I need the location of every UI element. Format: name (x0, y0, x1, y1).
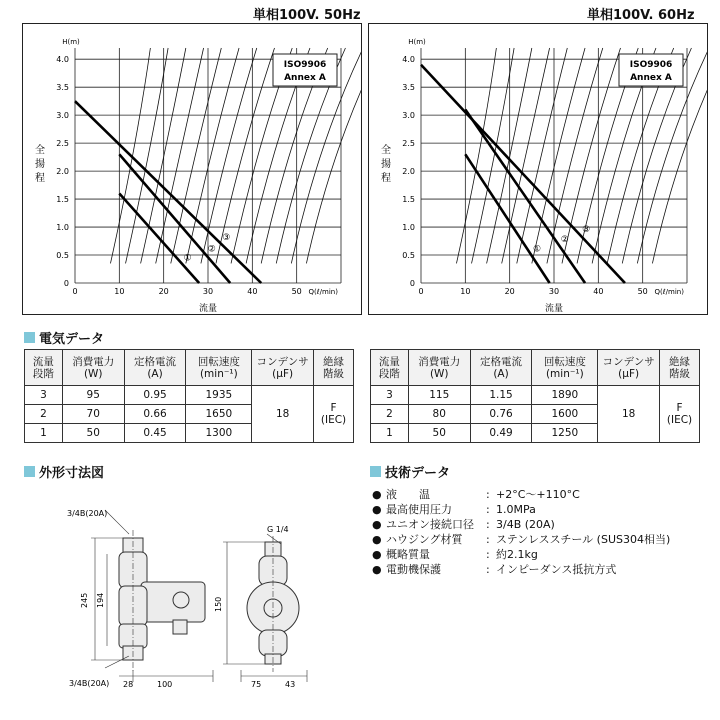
bullet-icon: ● (372, 563, 382, 576)
thread-label: G 1/4 (267, 525, 289, 534)
series-marker-label: ③ (582, 224, 591, 235)
table-cell: 1.15 (470, 386, 532, 405)
width-75-label: 75 (251, 680, 262, 689)
x-tick-label: 10 (460, 287, 471, 296)
spec-label: ユニオン接続口径 (386, 518, 474, 531)
table-cell: 1650 (186, 405, 252, 424)
series-marker-label: ① (183, 253, 192, 264)
iso-badge-line1: ISO9906 (283, 60, 327, 70)
table-cell: 95 (62, 386, 124, 405)
table-cell: 0.76 (470, 405, 532, 424)
table-cell: 3 (25, 386, 63, 405)
spec-value: ステンレススチール (SUS304相当) (496, 533, 671, 546)
series-marker-label: ② (207, 244, 216, 255)
spec-label: ハウジング材質 (386, 533, 463, 546)
series-line-2 (119, 154, 230, 283)
spec-value: インピーダンス抵抗方式 (496, 563, 617, 576)
height-inner-label: 194 (96, 592, 105, 608)
y-tick-label: 0 (63, 279, 69, 288)
series-line-3 (75, 101, 261, 283)
specs-list (372, 487, 670, 577)
y-tick-label: 1.0 (402, 223, 415, 233)
spec-row (372, 547, 670, 562)
y-tick-label: 2.5 (56, 139, 69, 149)
x-tick-label: 40 (593, 287, 604, 296)
x-tick-label: 20 (158, 287, 169, 296)
chart-50hz-title: 単相100V. 50Hz (253, 8, 361, 23)
y-tick-label: 3.0 (56, 111, 69, 121)
bullet-icon: ● (372, 533, 382, 546)
speed-curve (562, 48, 621, 263)
bullet-icon: ● (372, 488, 382, 501)
width-43-label: 43 (285, 680, 296, 689)
x-unit-label: Q(ℓ/min) (308, 288, 338, 296)
speed-curve (456, 48, 496, 263)
spec-value: 1.0MPa (496, 503, 536, 516)
header-cell: 消費電力 (W) (408, 350, 470, 386)
y-axis-title-char: 揚 (35, 159, 45, 170)
header-cell: コンデンサ (μF) (252, 350, 314, 386)
section-marker-icon (24, 332, 35, 343)
y-axis-title-char: 揚 (381, 159, 391, 170)
header-cell: 流量 段階 (371, 350, 409, 386)
table-cell: 3 (371, 386, 409, 405)
spec-label: 最高使用圧力 (386, 503, 452, 516)
electrical-table-60hz (370, 349, 700, 443)
y-tick-label: 2.0 (56, 167, 69, 177)
pump-front-view (119, 538, 205, 660)
header-cell: 消費電力 (W) (62, 350, 124, 386)
dimensions-title-text: 外形寸法図 (39, 466, 105, 481)
table-cell: 0.66 (124, 405, 186, 424)
electrical-table-50hz (24, 349, 354, 443)
header-cell: 絶縁 階級 (314, 350, 354, 386)
h-axis-label: H(m) (408, 38, 426, 46)
x-axis-title: 流量 (198, 304, 218, 314)
specs-section-title (370, 462, 450, 481)
y-tick-label: 0.5 (56, 251, 69, 261)
y-axis-title-char: 全 (381, 145, 391, 156)
height-150-label: 150 (214, 596, 223, 612)
iso-badge-line2: Annex A (630, 73, 672, 83)
table-cell: 115 (408, 386, 470, 405)
spec-row (372, 517, 670, 532)
table-cell: 2 (371, 405, 409, 424)
electrical-title-text: 電気データ (39, 332, 105, 347)
colon-separator: : (486, 548, 490, 561)
x-tick-label: 0 (72, 287, 78, 296)
table-cell: 1 (25, 424, 63, 443)
y-tick-label: 3.5 (402, 83, 415, 93)
x-tick-label: 20 (504, 287, 515, 296)
table-cell: 80 (408, 405, 470, 424)
colon-separator: : (486, 488, 490, 501)
colon-separator: : (486, 503, 490, 516)
chart-60hz (369, 24, 707, 314)
bullet-icon: ● (372, 503, 382, 516)
x-unit-label: Q(ℓ/min) (654, 288, 684, 296)
chart-50hz (23, 24, 361, 314)
dimensions-section-title (24, 462, 104, 481)
y-axis-title-char: 程 (381, 173, 391, 184)
table-cell: 1935 (186, 386, 252, 405)
table-cell: 1250 (532, 424, 598, 443)
width-100-label: 100 (157, 680, 173, 689)
colon-separator: : (486, 533, 490, 546)
chart-60hz-title: 単相100V. 60Hz (587, 8, 695, 23)
width-28-label: 28 (123, 680, 134, 689)
iso-badge-line2: Annex A (284, 73, 326, 83)
x-tick-label: 10 (114, 287, 125, 296)
colon-separator: : (486, 563, 490, 576)
y-tick-label: 3.5 (56, 83, 69, 93)
insulation-cell: F (IEC) (314, 386, 354, 443)
h-axis-label: H(m) (62, 38, 80, 46)
series-line-3 (421, 65, 625, 283)
table-cell: 2 (25, 405, 63, 424)
table-cell: 50 (408, 424, 470, 443)
table-cell: 50 (62, 424, 124, 443)
header-cell: 回転速度 (min⁻¹) (186, 350, 252, 386)
header-cell: 定格電流 (A) (470, 350, 532, 386)
top-pipe-label: 3/4B(20A) (67, 509, 108, 518)
y-axis-title-char: 程 (35, 173, 45, 184)
capacitor-cell: 18 (598, 386, 660, 443)
section-marker-icon (24, 466, 35, 477)
y-tick-label: 0 (409, 279, 415, 288)
table-cell: 1 (371, 424, 409, 443)
spec-value: 約2.1kg (496, 548, 538, 561)
specs-title-text: 技術データ (385, 466, 451, 481)
spec-label: 概略質量 (386, 548, 430, 561)
spec-label: 液 温 (386, 488, 430, 501)
table-cell: 0.49 (470, 424, 532, 443)
bottom-pipe-label: 3/4B(20A) (69, 679, 110, 688)
spec-row (372, 502, 670, 517)
header-cell: コンデンサ (μF) (598, 350, 660, 386)
y-tick-label: 1.5 (56, 195, 69, 205)
header-cell: 絶縁 階級 (660, 350, 700, 386)
capacitor-cell: 18 (252, 386, 314, 443)
y-tick-label: 4.0 (402, 55, 415, 65)
y-tick-label: 2.0 (402, 167, 415, 177)
spec-label: 電動機保護 (386, 563, 441, 576)
insulation-cell: F (IEC) (660, 386, 700, 443)
y-tick-label: 1.5 (402, 195, 415, 205)
speed-curve (216, 48, 275, 263)
section-marker-icon (370, 466, 381, 477)
table-cell: 1300 (186, 424, 252, 443)
spec-row (372, 532, 670, 547)
height-total-label: 245 (80, 592, 89, 608)
x-tick-label: 40 (247, 287, 258, 296)
dimension-drawing (45, 490, 340, 690)
chart-60hz-panel (368, 23, 708, 315)
header-cell: 回転速度 (min⁻¹) (532, 350, 598, 386)
y-tick-label: 2.5 (402, 139, 415, 149)
spec-row (372, 487, 670, 502)
header-cell: 流量 段階 (25, 350, 63, 386)
table-cell: 0.95 (124, 386, 186, 405)
spec-value: +2°C〜+110°C (496, 488, 580, 501)
terminal-box (173, 592, 189, 608)
y-tick-label: 0.5 (402, 251, 415, 261)
y-axis-title-char: 全 (35, 145, 45, 156)
table-row (25, 386, 354, 405)
bullet-icon: ● (372, 518, 382, 531)
y-tick-label: 4.0 (56, 55, 69, 65)
y-tick-label: 1.0 (56, 223, 69, 233)
series-line-2 (465, 110, 585, 283)
x-tick-label: 0 (418, 287, 424, 296)
series-marker-label: ③ (222, 232, 231, 243)
x-tick-label: 50 (291, 287, 302, 296)
chart-50hz-panel (22, 23, 362, 315)
colon-separator: : (486, 518, 490, 531)
table-cell: 70 (62, 405, 124, 424)
bullet-icon: ● (372, 548, 382, 561)
series-marker-label: ① (533, 244, 542, 255)
table-cell: 0.45 (124, 424, 186, 443)
spec-value: 3/4B (20A) (496, 518, 555, 531)
x-tick-label: 30 (202, 287, 214, 296)
spec-row (372, 562, 670, 577)
speed-curve (183, 48, 239, 264)
table-row (371, 386, 700, 405)
iso-badge-line1: ISO9906 (629, 60, 673, 70)
y-tick-label: 3.0 (402, 111, 415, 121)
electrical-section-title (24, 328, 104, 347)
header-cell: 定格電流 (A) (124, 350, 186, 386)
table-cell: 1890 (532, 386, 598, 405)
table-cell: 1600 (532, 405, 598, 424)
x-axis-title: 流量 (544, 304, 564, 314)
series-marker-label: ② (560, 234, 569, 245)
cable-gland (173, 620, 187, 634)
x-tick-label: 30 (548, 287, 560, 296)
x-tick-label: 50 (637, 287, 648, 296)
